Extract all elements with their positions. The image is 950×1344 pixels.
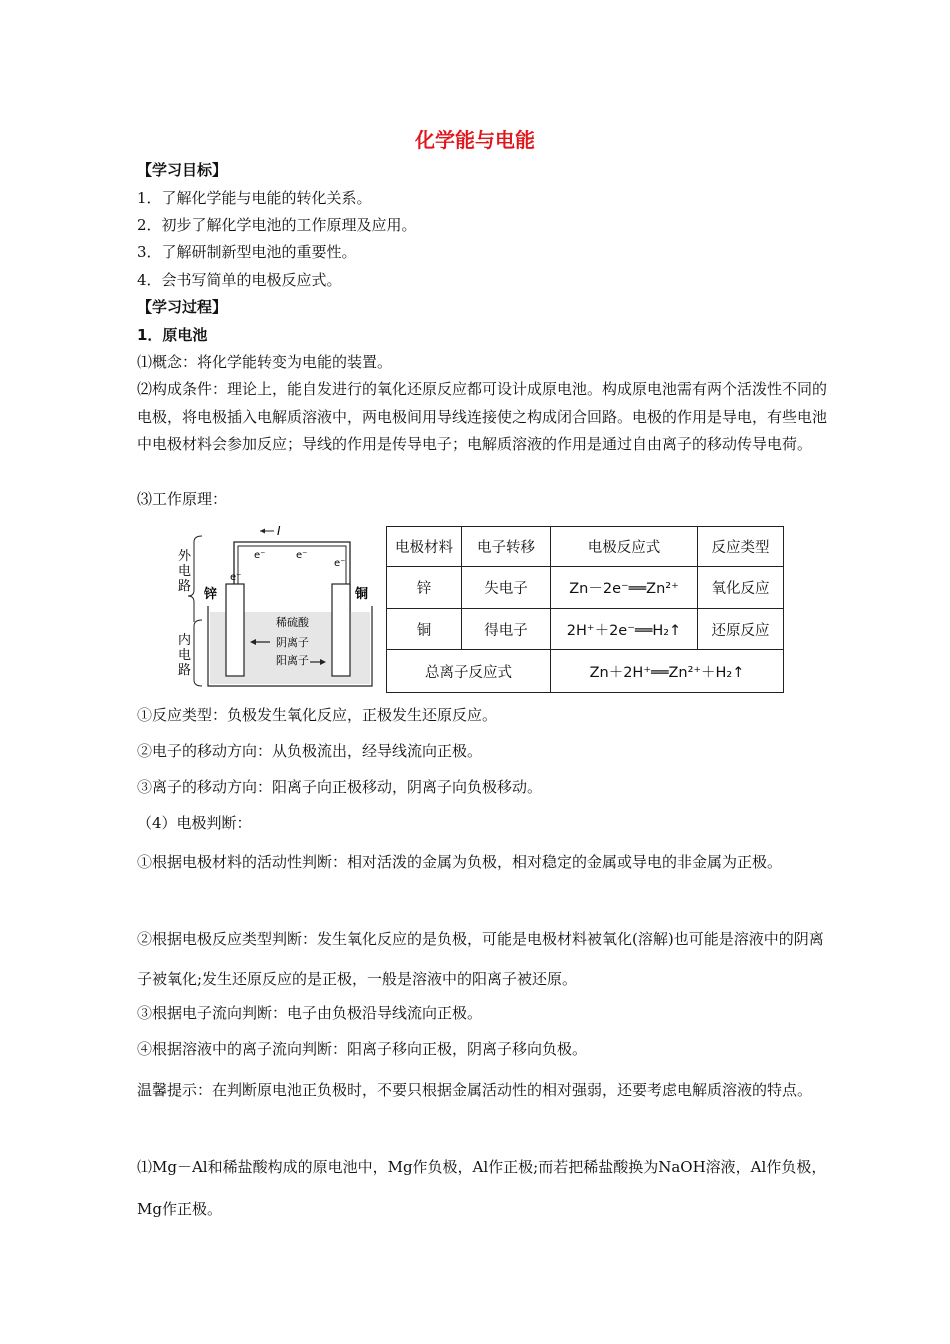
- outer-circuit-label: [178, 549, 192, 594]
- galvanic-cell-diagram: [172, 522, 382, 694]
- current-arrow-head: [260, 529, 265, 534]
- electron-label: e⁻: [334, 558, 346, 569]
- tip-text: 温馨提示：在判断原电池正负极时，不要只根据金属活动性的相对强弱，还要考虑电解质溶液的特点。: [137, 1081, 813, 1099]
- copper-label: 铜: [355, 587, 369, 602]
- judge-item: ②根据电极反应类型判断：发生氧化反应的是负极，可能是电极材料被氧化(溶解)也可能是溶液中的阴离子被氧化;发生还原反应的是正极，一般是溶液中的阳离子被还原。: [137, 930, 824, 988]
- outer-circuit-text-char: 电: [178, 564, 192, 579]
- table-cell: Zn＋2H⁺══Zn²⁺＋H₂↑: [551, 650, 784, 693]
- table-row: [387, 567, 784, 609]
- judge-item: ④根据溶液中的离子流向判断：阳离子移向正极，阴离子移向负极。: [137, 1040, 588, 1058]
- current-label: I: [277, 524, 281, 538]
- zinc-label: 锌: [204, 587, 218, 602]
- objective-item: 2．初步了解化学电池的工作原理及应用。: [137, 216, 417, 234]
- outer-circuit-text-char: 外: [178, 549, 192, 564]
- table-header-row: [387, 527, 784, 567]
- page-title: 化学能与电能: [415, 128, 535, 152]
- table-cell: 失电子: [462, 567, 551, 609]
- inner-circuit-text-char: 电: [178, 648, 192, 663]
- condition-text: ⑵构成条件：理论上，能自发进行的氧化还原反应都可设计成原电池。构成原电池需有两个活泼性不同的电极，将电极插入电解质溶液中，两电极间用导线连接使之构成闭合回路。电极的作用是导电，有些电池中电极材料会参加反应；导线的作用是传导电子；电解质溶液的作用是通过自由离子的移动传导电荷。: [137, 380, 828, 453]
- example-text: ⑴Mg－Al和稀盐酸构成的原电池中，Mg作负极，Al作正极;而若把稀盐酸换为NaOH溶液，Al作负极，Mg作正极。: [137, 1158, 827, 1218]
- inner-circuit-label: [178, 632, 191, 678]
- table-cell: 得电子: [462, 609, 551, 650]
- objectives-heading: 【学习目标】: [137, 161, 228, 179]
- table-cell: Zn－2e⁻══Zn²⁺: [551, 567, 698, 609]
- electron-label: e⁻: [296, 550, 308, 561]
- acid-label: 稀硫酸: [276, 616, 309, 629]
- table-cell: 铜: [387, 609, 462, 650]
- electron-label: e⁻: [254, 550, 266, 561]
- table-total-row: [387, 650, 784, 693]
- principle-label: ⑶工作原理：: [137, 490, 228, 508]
- table-header: 反应类型: [698, 527, 784, 567]
- electrode-table: [386, 526, 784, 693]
- judge-item: ③根据电子流向判断：电子由负极沿导线流向正极。: [137, 1004, 483, 1022]
- table-cell: 总离子反应式: [387, 650, 551, 693]
- inner-circuit-text-char: 内: [178, 633, 192, 648]
- table-cell: 锌: [387, 567, 462, 609]
- electron-label: e⁻: [230, 572, 242, 583]
- copper-electrode: [332, 584, 350, 676]
- outer-circuit-text-char: 路: [178, 579, 192, 594]
- zinc-electrode: [226, 584, 244, 676]
- judge-item: ①根据电极材料的活动性判断：相对活泼的金属为负极，相对稳定的金属或导电的非金属为正极。: [137, 853, 783, 871]
- objective-item: 4．会书写简单的电极反应式。: [137, 271, 342, 289]
- table-cell: 2H⁺＋2e⁻══H₂↑: [551, 609, 698, 650]
- note-item: ②电子的移动方向：从负极流出，经导线流向正极。: [137, 742, 483, 760]
- table-header: 电子转移: [462, 527, 551, 567]
- anion-label: 阴离子: [276, 636, 309, 649]
- note-item: ①反应类型：负极发生氧化反应，正极发生还原反应。: [137, 706, 498, 724]
- objective-item: 1．了解化学能与电能的转化关系。: [137, 189, 372, 207]
- process-heading: 【学习过程】: [137, 298, 228, 316]
- inner-circuit-text-char: 路: [178, 663, 192, 678]
- table-header: 电极反应式: [551, 527, 698, 567]
- concept-text: ⑴概念：将化学能转变为电能的装置。: [137, 353, 393, 371]
- cation-label: 阳离子: [276, 654, 309, 667]
- table-cell: 还原反应: [698, 609, 784, 650]
- section-heading: 1．原电池: [137, 326, 208, 344]
- judge-heading: （4）电极判断：: [137, 814, 252, 832]
- objective-item: 3．了解研制新型电池的重要性。: [137, 243, 357, 261]
- table-header: 电极材料: [387, 527, 462, 567]
- table-cell: 氧化反应: [698, 567, 784, 609]
- table-row: [387, 609, 784, 650]
- note-item: ③离子的移动方向：阳离子向正极移动，阴离子向负极移动。: [137, 778, 543, 796]
